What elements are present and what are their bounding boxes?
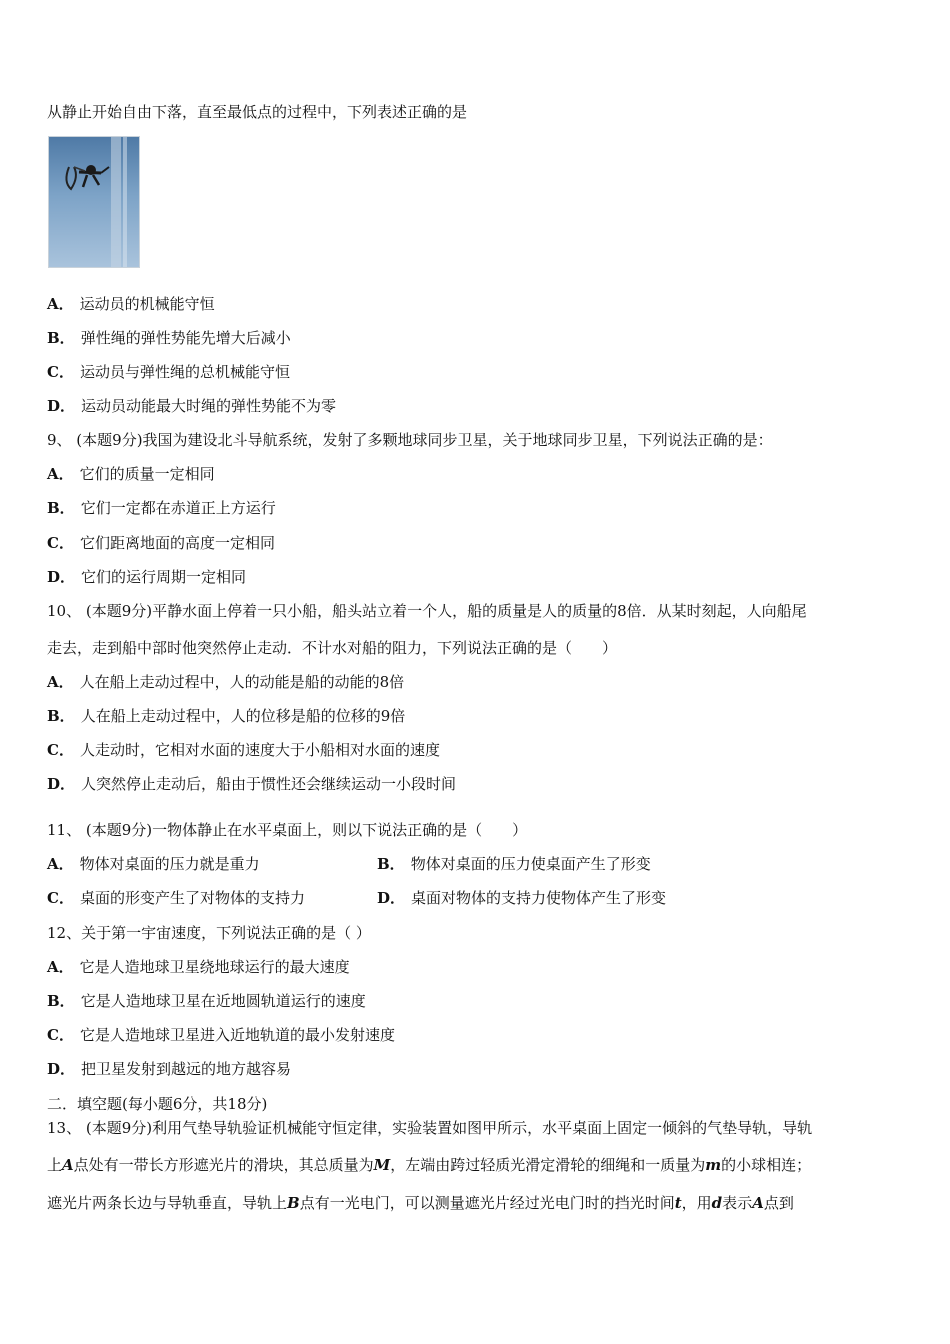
q11-option-a: A． 物体对桌面的压力就是重力 bbox=[47, 855, 260, 873]
q10-option-b: B． 人在船上走动过程中，人的位移是船的位移的9倍 bbox=[47, 707, 406, 725]
bungee-jumper-photo bbox=[48, 136, 140, 268]
q8-option-a: A． 运动员的机械能守恒 bbox=[47, 295, 215, 313]
q8-option-d: D． 运动员动能最大时绳的弹性势能不为零 bbox=[47, 397, 337, 415]
q9-option-c: C． 它们距离地面的高度一定相同 bbox=[47, 534, 275, 552]
q12-stem: 12、关于第一宇宙速度，下列说法正确的是（ ） bbox=[47, 924, 371, 942]
q12-option-b: B． 它是人造地球卫星在近地圆轨道运行的速度 bbox=[47, 992, 366, 1010]
q13-line2: 上A点处有一带长方形遮光片的滑块，其总质量为M，左端由跨过轻质光滑定滑轮的细绳和一质量为m的小球相连； bbox=[47, 1156, 812, 1174]
q10-stem-line2: 走去，走到船中部时他突然停止走动．不计水对船的阻力，下列说法正确的是（ ） bbox=[47, 639, 618, 657]
q11-stem: 11、 (本题9分)一物体静止在水平桌面上，则以下说法正确的是（ ） bbox=[47, 821, 528, 839]
q9-option-b: B． 它们一定都在赤道正上方运行 bbox=[47, 499, 276, 517]
q10-option-c: C． 人走动时，它相对水面的速度大于小船相对水面的速度 bbox=[47, 741, 440, 759]
q10-option-a: A． 人在船上走动过程中，人的动能是船的动能的8倍 bbox=[47, 673, 405, 691]
q12-option-c: C． 它是人造地球卫星进入近地轨道的最小发射速度 bbox=[47, 1026, 395, 1044]
q11-option-d: D． 桌面对物体的支持力使物体产生了形变 bbox=[377, 889, 667, 907]
q9-stem: 9、 (本题9分)我国为建设北斗导航系统，发射了多颗地球同步卫星，关于地球同步卫星，下列说法正确的是： bbox=[47, 431, 773, 449]
q9-option-d: D． 它们的运行周期一定相同 bbox=[47, 568, 247, 586]
q8-stem: 从静止开始自由下落，直至最低点的过程中，下列表述正确的是 bbox=[47, 103, 468, 121]
q9-option-a: A． 它们的质量一定相同 bbox=[47, 465, 215, 483]
q8-option-c: C． 运动员与弹性绳的总机械能守恒 bbox=[47, 363, 290, 381]
q12-option-a: A． 它是人造地球卫星绕地球运行的最大速度 bbox=[47, 958, 350, 976]
section-heading-fill-in: 二．填空题(每小题6分，共18分) bbox=[47, 1095, 268, 1113]
q13-line1: 13、 (本题9分)利用气垫导轨验证机械能守恒定律，实验装置如图甲所示，水平桌面上固定一倾斜的气垫导轨，导轨 bbox=[47, 1119, 813, 1137]
q10-stem-line1: 10、 (本题9分)平静水面上停着一只小船，船头站立着一个人，船的质量是人的质量的8倍．从某时刻起，人向船尾 bbox=[47, 602, 807, 620]
q10-option-d: D． 人突然停止走动后，船由于惯性还会继续运动一小段时间 bbox=[47, 775, 457, 793]
q11-option-b: B． 物体对桌面的压力使桌面产生了形变 bbox=[377, 855, 651, 873]
q11-option-c: C． 桌面的形变产生了对物体的支持力 bbox=[47, 889, 305, 907]
q13-line3: 遮光片两条长边与导轨垂直，导轨上B点有一光电门，可以测量遮光片经过光电门时的挡光时间t，用d表示A点到 bbox=[47, 1194, 794, 1212]
q8-option-b: B． 弹性绳的弹性势能先增大后减小 bbox=[47, 329, 291, 347]
q12-option-d: D． 把卫星发射到越远的地方越容易 bbox=[47, 1060, 292, 1078]
